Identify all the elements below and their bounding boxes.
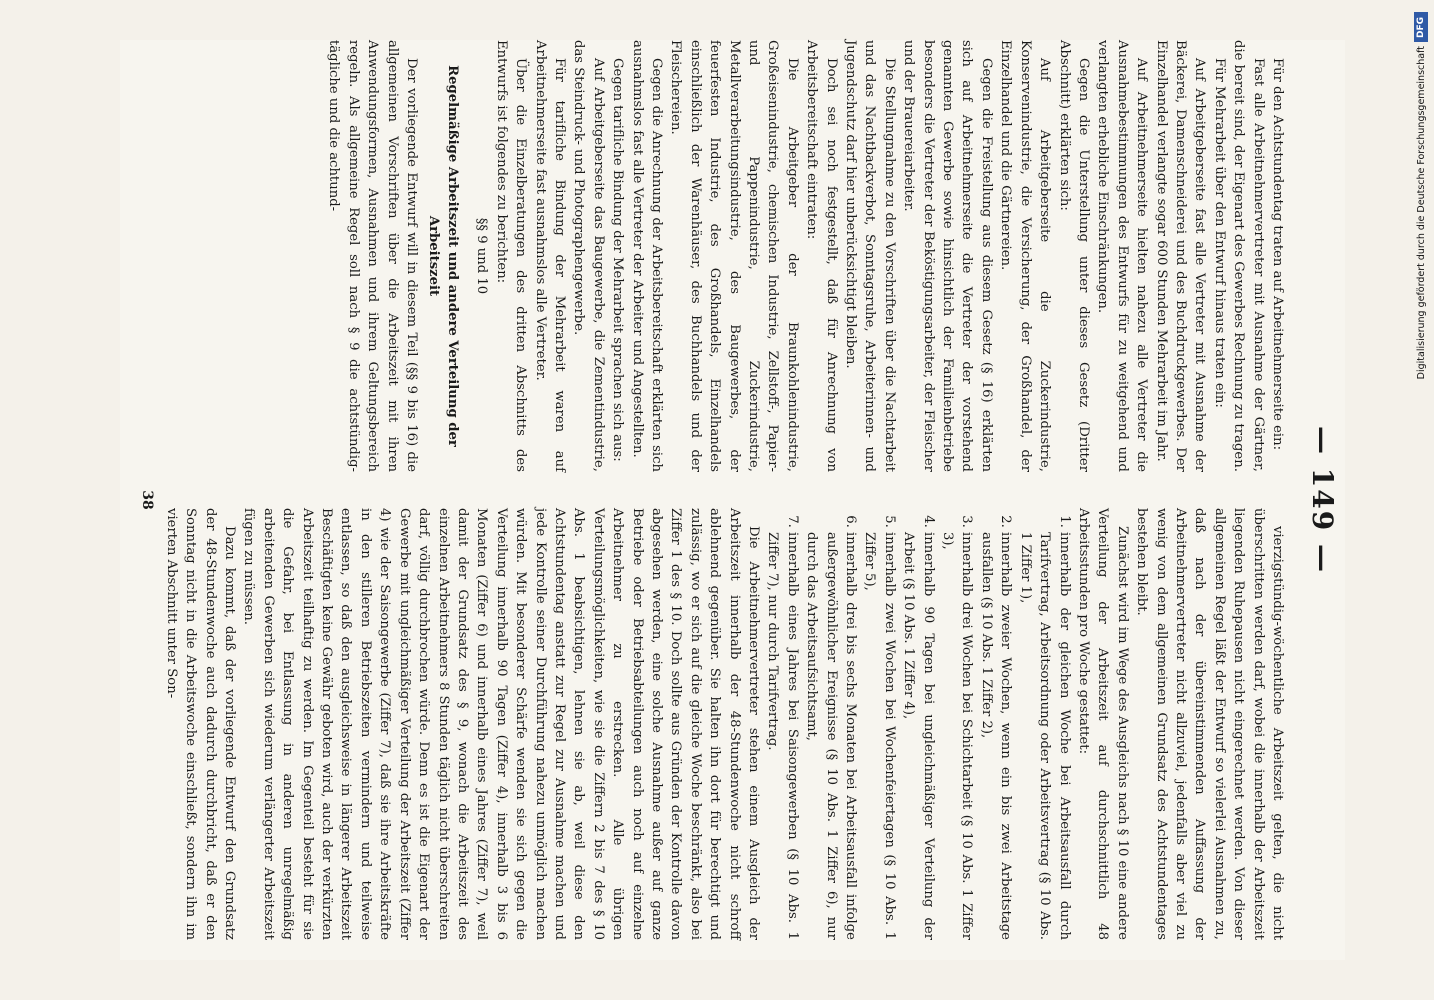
numbered-list (763, 508, 1074, 940)
section-reference: §§ 9 und 10 (474, 217, 490, 295)
left-column (324, 40, 1287, 472)
dfg-logo-icon: DFG (1414, 12, 1428, 42)
right-column (161, 508, 1287, 940)
list-item: 6. innerhalb drei bis sechs Monaten bei Arbeitsausfall infolge außergewöhnlicher Ereignisse (§ 10 Abs. 1 Ziffer 6), nur durch das Arbeitsaufsichtsamt, (802, 532, 860, 940)
list-item: 2. innerhalb zweier Wochen, wenn ein bis zwei Arbeitstage ausfallen (§ 10 Abs. 1 Ziffer 2), (977, 532, 1016, 940)
paragraph: Fast alle Arbeitnehmervertreter mit Ausnahme der Gärtner, die bereit sind, der Eigenart des Gewerbes Rechnung zu tragen. (1231, 40, 1266, 472)
paragraph: Auf Arbeitnehmerseite hielten nahezu alle Vertreter die Ausnahmebestimmungen des Entwurfs für zu weitgehend und verlangten erhebliche Einschränkungen. (1095, 40, 1150, 472)
paragraph: Die Arbeitgeber der Braunkohlenindustrie, Großeisenindustrie, chemischen Industrie, Zellstoff-, Papier- und Pappenindustrie, Zuckerindustrie, Metallverarbeitungsindustrie, des Baugewerbes, der feuerfesten Industrie, des Großhandels, Einzelhandels einschließlich der Warenhäuser, des Buchhandels und der Fleischereien. (668, 40, 800, 472)
paragraph: Gegen die Anrechnung der Arbeitsbereitschaft erklärten sich ausnahmslos fast alle Vertreter der Arbeiter und Angestellten. (629, 40, 664, 472)
list-item: 4. innerhalb 90 Tagen bei ungleichmäßiger Verteilung der Arbeit (§ 10 Abs. 1 Ziffer 4), (899, 532, 938, 940)
paragraph: Für den Achtstundentag traten auf Arbeitnehmerseite ein: (1270, 58, 1285, 451)
list-item: 7. innerhalb eines Jahres bei Saisongewerben (§ 10 Abs. 1 Ziffer 7), nur durch Tarifvertrag. (763, 532, 802, 940)
paragraph: Auf Arbeitgeberseite fast alle Vertreter mit Ausnahme der Bäckerei, Damenschneiderei und des Buchdruckgewerbes. Der Einzelhandel verlangte sogar 600 Stunden Mehrarbeit im Jahr. (1153, 40, 1208, 472)
paragraph: Über die Einzelberatungen des dritten Abschnitts des Entwurfs ist folgendes zu berichten: (493, 40, 529, 472)
paragraph: Die Arbeitnehmervertreter stehen einem Ausgleich der Arbeitszeit innerhalb der 48-Stundenwoche nicht schroff ablehnend gegenüber. Sie halten ihn dort für berechtigt und zulässig, wo er sich auf die gleiche Woche beschränkt, also bei Ziffer 1 des § 10. Doch sollte aus Gründen der Kontrolle davon abgesehen werden, eine solche Ausnahme außer auf ganze Betriebe oder Betriebsabteilungen auch noch auf einzelne Arbeitnehmer zu erstrecken. Alle übrigen Verteilungsmöglichkeiten, wie sie die Ziffern 2 bis 7 des § 10 Abs. 1 beabsichtigen, lehnen sie ab, weil diese den Achtstundentag anstatt zur Regel zur Ausnahme machen und jede Kontrolle seiner Durchführung nahezu unmöglich machen würden. Mit besonderer Schärfe wenden sie sich gegen die Verteilung innerhalb 90 Tagen (Ziffer 4), innerhalb 3 bis 6 Monaten (Ziffer 6) und innerhalb eines Jahres (Ziffer 7), weil damit der Grundsatz des § 9, wonach die Arbeitszeit des einzelnen Arbeitnehmers 8 Stunden täglich nicht überschreiten darf, völlig durchbrochen würde. Denn es ist die Eigenart der Gewerbe mit ungleichmäßiger Verteilung der Arbeitszeit (Ziffer 4) wie der Saisongewerbe (Ziffer 7), daß sie ihre Arbeitskräfte in den stilleren Betriebszeiten vermindern und teilweise entlassen, so daß den ausgleichsweise in längerer Arbeitszeit Beschäftigten keine Gewähr geboten wird, auch der verkürzten Arbeitszeit teilhaftig zu werden. Im Gegenteil besteht für sie die Gefahr, bei Entlassung in anderen unregelmäßig arbeitenden Gewerben sich wiederum verlängerter Arbeitszeit fügen zu müssen. (241, 508, 762, 940)
document-page (120, 40, 1345, 960)
digitization-sidebar (1412, 12, 1430, 990)
digitization-credit: Digitalisierung gefördert durch die Deutsche Forschungsgemeinschaft (1415, 46, 1427, 380)
paragraph: Auf Arbeitgeberseite die Zuckerindustrie, Konservenindustrie, die Versicherung, der Großhandel, der Einzelhandel und die Gärtnereien. (998, 40, 1053, 472)
paragraph: Doch sei noch festgestellt, daß für Anrechnung von Arbeitsbereitschaft eintraten: (804, 40, 839, 472)
paragraph: Die Stellungnahme zu den Vorschriften über die Nachtarbeit und das Nachtbackverbot, Sonntagsruhe, Arbeiterinnen- und Jugendschutz darf hier unberücksichtigt bleiben. (843, 40, 897, 472)
list-item: 1. innerhalb der gleichen Woche bei Arbeitsausfall durch Tarifvertrag, Arbeitsordnung oder Arbeitsvertrag (§ 10 Abs. 1 Ziffer 1), (1015, 532, 1073, 940)
paragraph: Auf Arbeitgeberseite das Baugewerbe, die Zementindustrie, das Steindruck- und Photographengewerbe. (571, 40, 606, 472)
paragraph: Für Mehrarbeit über den Entwurf hinaus traten ein: (1211, 58, 1227, 408)
footer-mark: 38 (139, 490, 155, 510)
list-item: 3. innerhalb drei Wochen bei Schichtarbeit (§ 10 Abs. 1 Ziffer 3), (938, 532, 977, 940)
paragraph: Dazu kommt, daß der vorliegende Entwurf den Grundsatz der 48-Stundenwoche auch dadurch durchbricht, daß er den Sonntag nicht in die Arbeitswoche einschließt, sondern ihn im vierten Abschnitt unter Son- (163, 508, 238, 940)
paragraph: Für tarifliche Bindung der Mehrarbeit waren auf Arbeitnehmerseite fast ausnahmslos alle Vertreter. (532, 40, 567, 472)
paragraph: Der vorliegende Entwurf will in diesem Teil (§§ 9 bis 16) die allgemeinen Vorschriften über die Arbeitszeit mit ihren Anwendungsformen, Ausnahmen und ihrem Geltungsbereich regeln. Als allgemeine Regel soll nach § 9 die achtstündig-tägliche und die achtund- (326, 40, 420, 472)
list-item: 5. innerhalb zwei Wochen bei Wochenfeiertagen (§ 10 Abs. 1 Ziffer 5), (860, 532, 899, 940)
page-number: — 149 — (1306, 426, 1339, 574)
section-heading: Regelmäßige Arbeitszeit und andere Verteilung der Arbeitszeit (425, 65, 460, 447)
paragraph: vierzigstündig-wöchentliche Arbeitszeit gelten, die nicht überschritten werden darf, wobei die innerhalb der Arbeitszeit liegenden Ruhepausen nicht eingerechnet werden. Von dieser allgemeinen Regel läßt der Entwurf so vielerlei Ausnahmen zu, daß nach der übereinstimmenden Auffassung der Arbeitnehmervertreter nicht allzuviel, jedenfalls aber viel zu wenig von dem allgemeinen Grundsatz des Achtstundentages bestehen bleibt. (1134, 508, 1285, 940)
paragraph: Gegen tarifliche Bindung der Mehrarbeit sprachen sich aus: (610, 58, 626, 462)
paragraph: Zunächst wird im Wege des Ausgleichs nach § 10 eine andere Verteilung der Arbeitszeit auf durchschnittlich 48 Arbeitsstunden pro Woche gestattet: (1075, 508, 1130, 940)
paragraph: Gegen die Unterstellung unter dieses Gesetz (Dritter Abschnitt) erklärten sich: (1056, 40, 1091, 472)
paragraph: Gegen die Freistellung aus diesem Gesetz (§ 16) erklärten sich auf Arbeitnehmerseite die Vertreter der vorstehend genannten Gewerbe sowie hinsichtlich der Familienbetriebe besonders die Vertreter der Beköstigungsarbeiter, der Fleischer und der Brauereiarbeiter. (901, 40, 994, 472)
